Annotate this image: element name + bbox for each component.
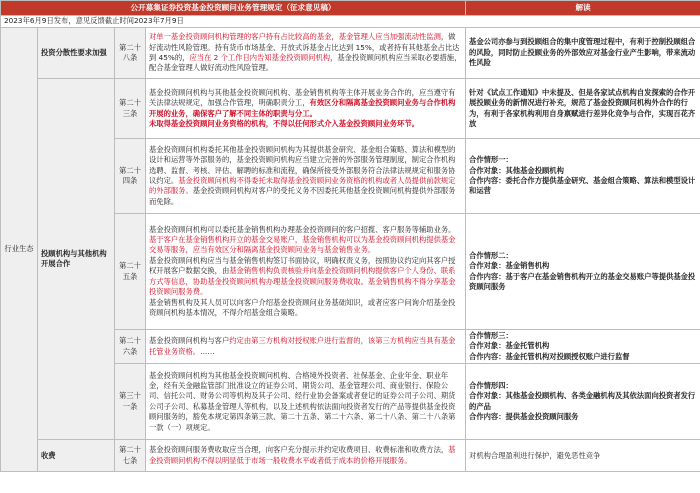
- article-text: 基金投资顾问机构可以委托基金销售机构办理基金投资顾问的客户招揽、客户服务等辅助业务。基于客户在基金销售机构开立的基金交易账户，基金销售机构可以为基金投资顾问机构提供基金交易等服务，应当有效区分和隔离基金投资顾问业务与基金销售业务。 基金投资顾问机构应当与基金销售机构签订书面协议，明确权责义务，按照协议约定向其客户授权开展客户数据交换，由基金销售机构负责核验并向基金投资顾问机构提供客户个人身份、联系方式等信息，协助基金投资顾问机构办理基金投资顾问服务费收取。基金销售机构不得分享基金投资顾问服务费。 基金销售机构及其人员可以向客户介绍基金投资顾问业务基础知识，或者应客户问询介绍基金投资顾问机构基本情况，不得介绍基金组合策略。: [146, 214, 466, 330]
- article-label: 第二十四条: [115, 139, 146, 214]
- table-row: [1, 440, 700, 472]
- article-label: 第三十一条: [115, 364, 146, 440]
- article-label: 第二十五条: [115, 214, 146, 330]
- explain-cell: 合作情形一： 合作对象：其他基金投顾机构 合作内容：委托合作方提供基金研究、基金组合策略、算法和模型设计和运营: [466, 139, 700, 214]
- explain-cell: 对机构合理盈利进行保护，避免恶性竞争: [466, 440, 700, 472]
- explain-cell: 针对《试点工作通知》中未提及、但是各家试点机构自发探索的合作开展投顾业务的新情况进行补充，规范了基金投资顾问机构外合作的行为，有利于各家机构利用自身禀赋进行差异化竞争与合作，实现百花齐放: [466, 79, 700, 139]
- explain-cell: 合作情形三： 合作对象：基金托管机构 合作内容：基金托管机构对投顾授权账户进行监督: [466, 330, 700, 364]
- explain-cell: 合作情形四： 合作对象：其他基金投顾机构、各类金融机构及其依法面向投资者发行的产品 合作内容：提供基金投资顾问服务: [466, 364, 700, 440]
- notice-row: [1, 16, 700, 28]
- article-label: 第二十七条: [115, 440, 146, 472]
- article-text: 对单一基金投资顾问机构管理的客户持有占比较高的基金，基金管理人应当加强流动性监测，做好流动性风险管理。持有货币市场基金、开放式诉基金占比达到 15%，或者持有其他基金占比达到 45%的，应当在 2 个工作日内告知基金投资顾问机构，基金投资顾问机构应当采取必要措施，配合基金管理人做好流动性风险管理。: [146, 28, 466, 79]
- article-label: 第二十六条: [115, 330, 146, 364]
- section-label: 收费: [38, 440, 115, 472]
- section-label: 投资分散性要求加强: [38, 28, 115, 79]
- table-row: [1, 79, 700, 139]
- header-title: 公开募集证券投资基金投资顾问业务管理规定（征求意见稿）: [1, 1, 466, 16]
- section-label: 投顾机构与其他机构开展合作: [38, 79, 115, 440]
- article-label: 第二十八条: [115, 28, 146, 79]
- table-header: [1, 1, 700, 16]
- article-text: 基金投资顾问机构与其他基金投资顾问机构、基金销售机构等主体开展业务合作的，应当遵守有关法律法规规定，加强合作管理，明确职责分工，有效区分和隔离基金投资顾问业务与合作机构开展的业务，确保客户了解不同主体的职责与分工。 未取得基金投资顾问业务资格的机构，不得以任何形式介入基金投资顾问业务环节。: [146, 79, 466, 139]
- notice-text: 2023年6月9日发布，意见反馈截止时间2023年7月9日: [1, 16, 700, 28]
- header-explain-title: 解读: [466, 1, 700, 16]
- article-text: 基金投资顾问机构与客户约定由第三方机构对授权账户进行监督的，该第三方机构应当具有基金托管业务资格。……: [146, 330, 466, 364]
- category-label: 行业生态: [1, 28, 38, 472]
- article-label: 第二十三条: [115, 79, 146, 139]
- table-row: [1, 28, 700, 79]
- explain-cell: 基金公司亦参与到投顾组合的集中度管理过程中，有利于控制投顾组合的风险，同时防止投顾业务的外部效应对基金行业产生影响，带来流动性风险: [466, 28, 700, 79]
- article-text: 基金投资顾问机构为其他基金投资顾问机构、合格境外投资者、社保基金、企业年金、职业年金，经有关金融监管部门批准设立的证券公司、期货公司、基金管理公司、商业银行、保险公司、信托公司、财务公司等机构及其子公司、经行业协会备案或者登记的证券公司子公司、期货公司子公司、私募基金管理人等机构，以及上述机构依法面向投资者发行的产品等提供基金投资顾问服务的，豁免本规定第四条第三款、第二十五条、第二十六条、第二十八条、第二十八条第一款（一）项规定。: [146, 364, 466, 440]
- article-text: 基金投资顾问服务费收取应当合理，向客户充分提示并约定收费项目、收费标准和收费方法，基金投资顾问机构不得以明显低于市场一般收费水平或者低于成本的价格开展服务。: [146, 440, 466, 472]
- article-text: 基金投资顾问机构委托其他基金投资顾问机构为其提供基金研究、基金组合策略、算法和模型的设计和运营等外部服务的，基金投资顾问机构应当建立完善的外部服务管理制度，制定合作机构选聘、监督、考核、评估、解聘的标准和流程，确保所接受外部服务符合法律法规规定和服务协议约定。基金投资顾问机构不得委托未取得基金投资顾问业务资格的机构或者人员提供前款规定的外部服务。基金投资顾问机构对客户的受托义务不因委托其他基金投资顾问机构提供外部服务而免除。: [146, 139, 466, 214]
- explain-cell: 合作情形二： 合作对象：基金销售机构 合作内容：基于客户在基金销售机构开立的基金交易账户等提供基金投资顾问服务: [466, 214, 700, 330]
